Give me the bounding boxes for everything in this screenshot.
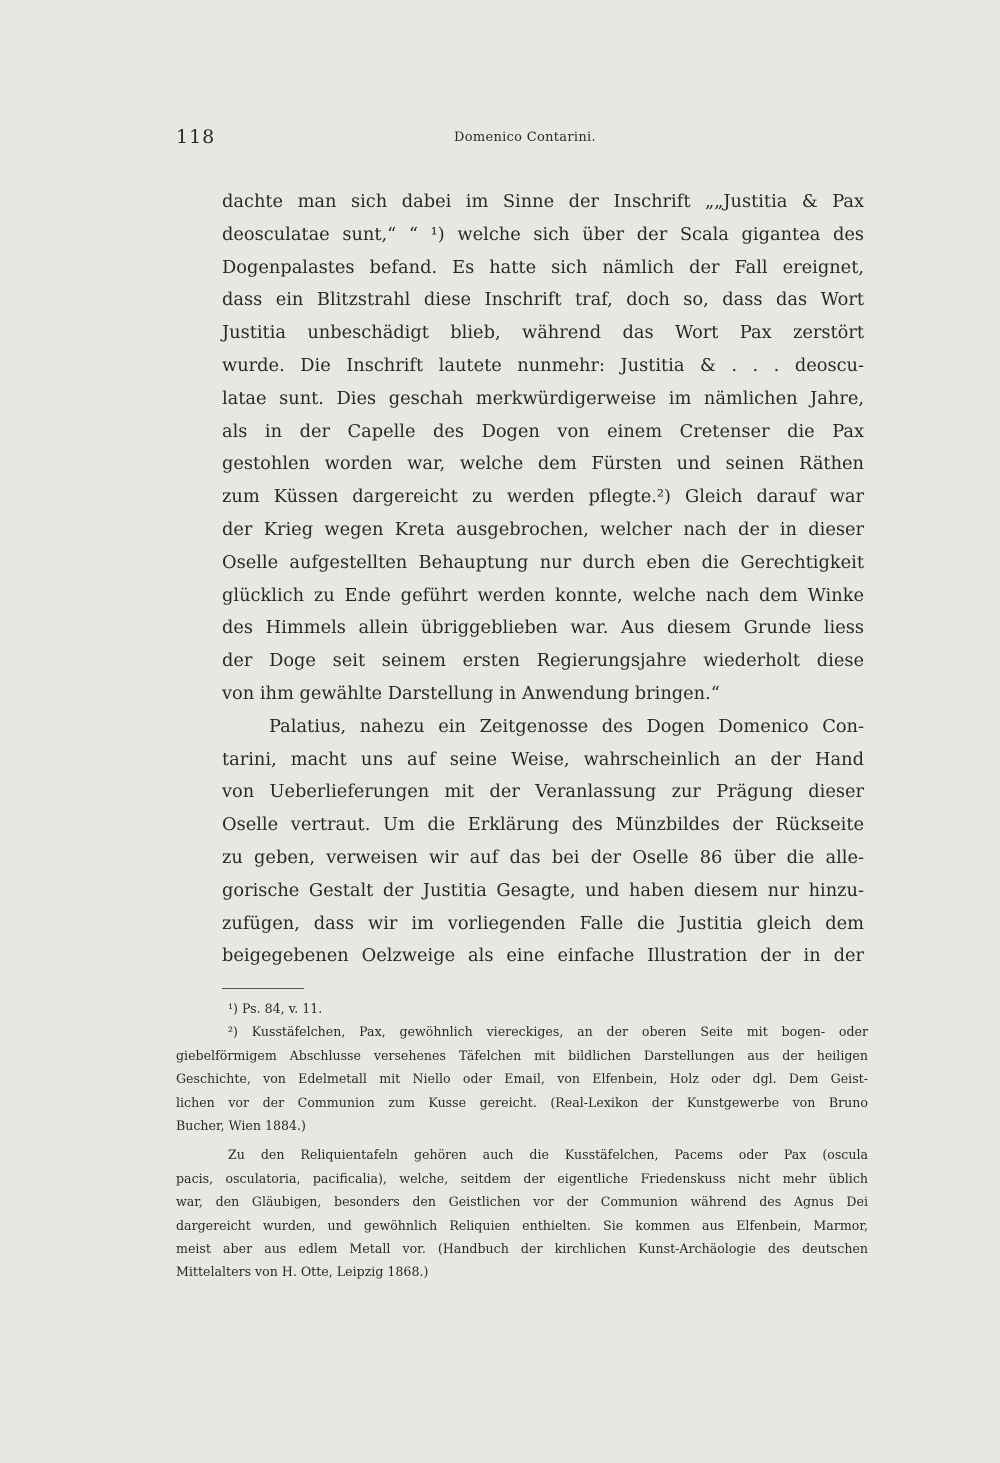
body-line: zufügen, dass wir im vorliegenden Falle die Justitia gleich dem [222, 912, 864, 934]
body-line: glücklich zu Ende geführt werden konnte, welche nach dem Winke [222, 584, 864, 606]
body-line: der Krieg wegen Kreta ausgebrochen, welcher nach der in dieser [222, 518, 864, 540]
body-line: latae sunt. Dies geschah merkwürdigerweise im nämlichen Jahre, [222, 387, 864, 409]
body-line: deosculatae sunt,“ “ ¹) welche sich über der Scala gigantea des [222, 223, 864, 245]
body-line: gorische Gestalt der Justitia Gesagte, und haben diesem nur hinzu- [222, 879, 864, 901]
footnote-divider [222, 988, 304, 989]
footnote-line: Mittelalters von H. Otte, Leipzig 1868.) [176, 1264, 429, 1280]
running-title: Domenico Contarini. [454, 130, 596, 145]
footnote-line: dargereicht wurden, und gewöhnlich Reliquien enthielten. Sie kommen aus Elfenbein, Marmor, [176, 1217, 868, 1233]
body-line: von ihm gewählte Darstellung in Anwendung bringen.“ [222, 682, 720, 704]
body-line: von Ueberlieferungen mit der Veranlassung zur Prägung dieser [222, 781, 864, 803]
body-line: Oselle vertraut. Um die Erklärung des Münzbildes der Rückseite [222, 814, 864, 836]
footnotes [176, 997, 868, 1284]
footnote-line: Geschichte, von Edelmetall mit Niello oder Email, von Elfenbein, Holz oder dgl. Dem Geist- [176, 1071, 868, 1087]
body-line: dachte man sich dabei im Sinne der Inschrift „„Justitia & Pax [222, 191, 864, 212]
body-line: Justitia unbeschädigt blieb, während das Wort Pax zerstört [222, 322, 864, 344]
body-line: Palatius, nahezu ein Zeitgenosse des Dogen Domenico Con- [269, 715, 864, 737]
body-line: Oselle aufgestellten Behauptung nur durch eben die Gerechtigkeit [222, 551, 864, 573]
body-line: beigegebenen Oelzweige als eine einfache Illustration der in der [222, 945, 864, 967]
footnote-line: ¹) Ps. 84, v. 11. [228, 1001, 323, 1016]
body-line: zu geben, verweisen wir auf das bei der Oselle 86 über die alle- [222, 846, 864, 868]
footnote-line: ²) Kusstäfelchen, Pax, gewöhnlich viereckiges, an der oberen Seite mit bogen- oder [228, 1024, 868, 1040]
footnote-line: Bucher, Wien 1884.) [176, 1118, 306, 1134]
body-line: des Himmels allein übriggeblieben war. Aus diesem Grunde liess [222, 617, 864, 639]
page-number: 118 [176, 126, 216, 148]
body-line: Dogenpalastes befand. Es hatte sich nämlich der Fall ereignet, [222, 256, 864, 278]
body-line: gestohlen worden war, welche dem Fürsten und seinen Räthen [222, 453, 864, 475]
body-line: dass ein Blitzstrahl diese Inschrift traf, doch so, dass das Wort [222, 289, 864, 311]
body-line: der Doge seit seinem ersten Regierungsjahre wiederholt diese [222, 650, 864, 672]
body-line: tarini, macht uns auf seine Weise, wahrscheinlich an der Hand [222, 748, 864, 770]
footnote-line: war, den Gläubigen, besonders den Geistlichen vor der Communion während des Agnus Dei [176, 1194, 868, 1210]
body-line: zum Küssen dargereicht zu werden pflegte.²) Gleich darauf war [222, 486, 864, 508]
body-line: als in der Capelle des Dogen von einem Cretenser die Pax [222, 420, 864, 442]
body-text [222, 186, 864, 973]
footnote-line: pacis, osculatoria, pacificalia), welche, seitdem der eigentliche Friedenskuss nicht mehr üblich [176, 1170, 868, 1186]
footnote-line: lichen vor der Communion zum Kusse gereicht. (Real-Lexikon der Kunstgewerbe von Bruno [176, 1094, 868, 1110]
body-line: wurde. Die Inschrift lautete nunmehr: Justitia & . . . deoscu- [222, 354, 864, 376]
footnote-line: giebelförmigem Abschlusse versehenes Täfelchen mit bildlichen Darstellungen aus der heiligen [176, 1047, 868, 1063]
footnote-line: meist aber aus edlem Metall vor. (Handbuch der kirchlichen Kunst-Archäologie des deutschen [176, 1241, 868, 1257]
footnote-line: Zu den Reliquientafeln gehören auch die Kusstäfelchen, Pacems oder Pax (oscula [228, 1147, 868, 1163]
